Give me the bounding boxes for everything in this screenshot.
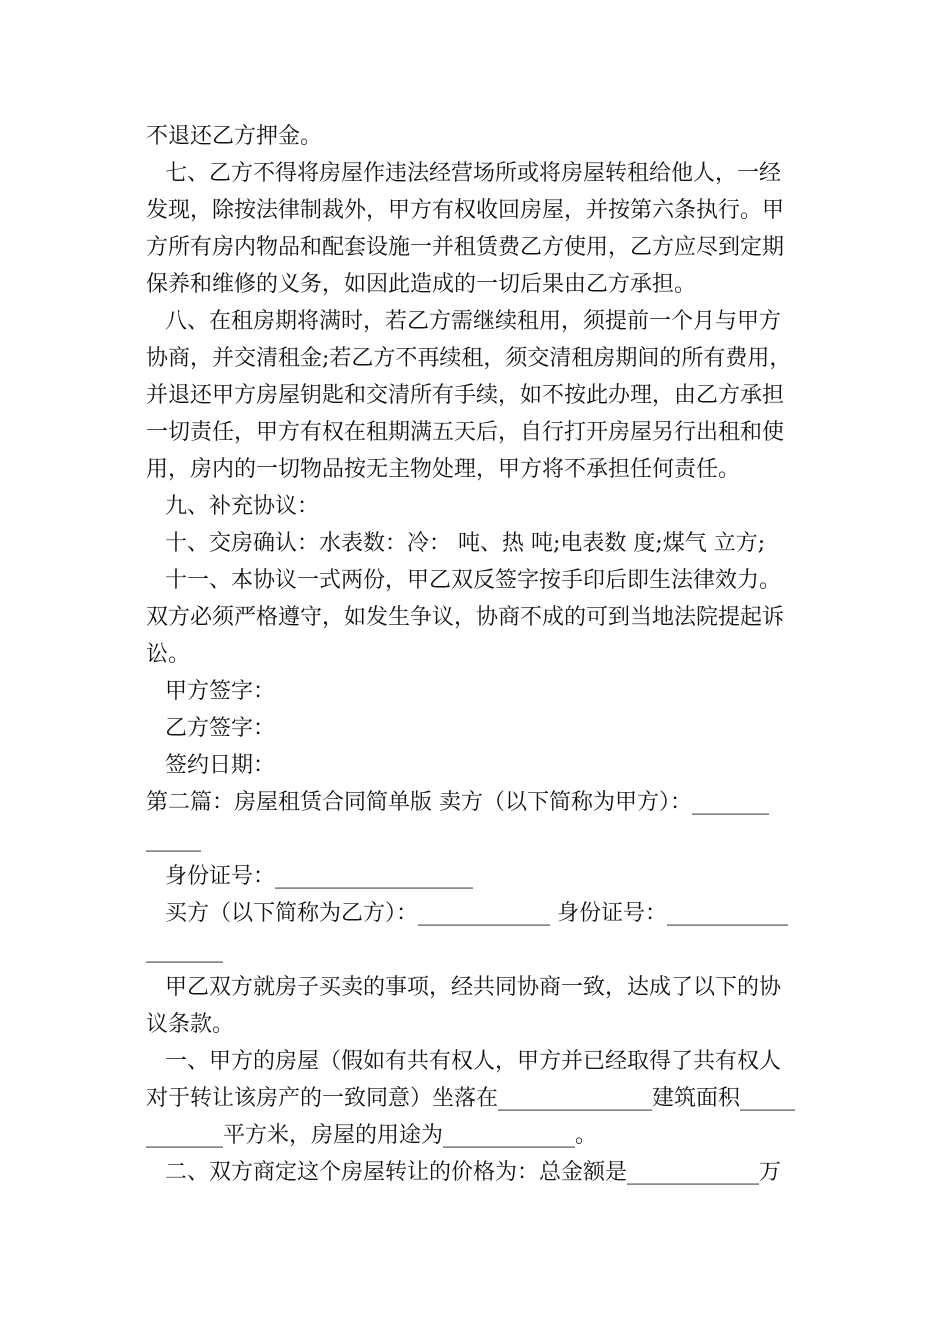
- seller-id-line: 身份证号：__________________: [165, 864, 474, 889]
- clause-10-line: 十、交房确认：水表数：冷： 吨、热 吨;电表数 度;煤气 立方;: [165, 531, 766, 556]
- clause-9-line: 九、补充协议：: [165, 494, 320, 519]
- text-line: _____: [146, 827, 201, 852]
- text-line: 讼。: [146, 642, 191, 667]
- text-line: 一切责任，甲方有权在租期满五天后，自行打开房屋另行出租和使: [146, 420, 785, 445]
- text-line: 议条款。: [146, 1012, 235, 1037]
- clause-7-line: 七、乙方不得将房屋作违法经营场所或将房屋转租给他人，一经: [165, 161, 782, 186]
- text-line: 协商，并交清租金;若乙方不再续租，须交清租房期间的所有费用，: [146, 346, 792, 371]
- text-line: 并退还甲方房屋钥匙和交清所有手续，如不按此办理，由乙方承担: [146, 383, 785, 408]
- clause-8-line: 八、在租房期将满时，若乙方需继续租用，须提前一个月与甲方: [165, 309, 782, 334]
- text-line: 对于转让该房产的一致同意）坐落在______________建筑面积_____: [146, 1086, 796, 1111]
- buyer-line: 买方（以下简称为乙方）：____________ 身份证号：___________: [165, 901, 788, 926]
- party-b-signature: 乙方签字：: [165, 716, 276, 741]
- clause-11-line: 十一、本协议一式两份，甲乙双反签字按手印后即生法律效力。: [165, 568, 782, 593]
- text-line: 方所有房内物品和配套设施一并租赁费乙方使用，乙方应尽到定期: [146, 235, 785, 260]
- clause-1-line: 一、甲方的房屋（假如有共有权人，甲方并已经取得了共有权人: [165, 1049, 782, 1074]
- text-line: _______平方米，房屋的用途为____________。: [146, 1123, 598, 1148]
- text-line: 保养和维修的义务，如因此造成的一切后果由乙方承担。: [146, 272, 697, 297]
- agreement-intro: 甲乙双方就房子买卖的事项，经共同协商一致，达成了以下的协: [165, 975, 782, 1000]
- section-heading: 第二篇：房屋租赁合同简单版 卖方（以下简称为甲方）：_______: [146, 790, 769, 815]
- clause-2-line: 二、双方商定这个房屋转让的价格为：总金额是____________万: [165, 1160, 782, 1185]
- text-line: 用，房内的一切物品按无主物处理，甲方将不承担任何责任。: [146, 457, 741, 482]
- text-line: 双方必须严格遵守，如发生争议，协商不成的可到当地法院提起诉: [146, 605, 785, 630]
- text-line: _______: [146, 938, 223, 963]
- text-line: 发现，除按法律制裁外，甲方有权收回房屋，并按第六条执行。甲: [146, 198, 785, 223]
- signing-date: 签约日期：: [165, 753, 276, 778]
- text-line: 不退还乙方押金。: [146, 124, 323, 149]
- party-a-signature: 甲方签字：: [165, 679, 276, 704]
